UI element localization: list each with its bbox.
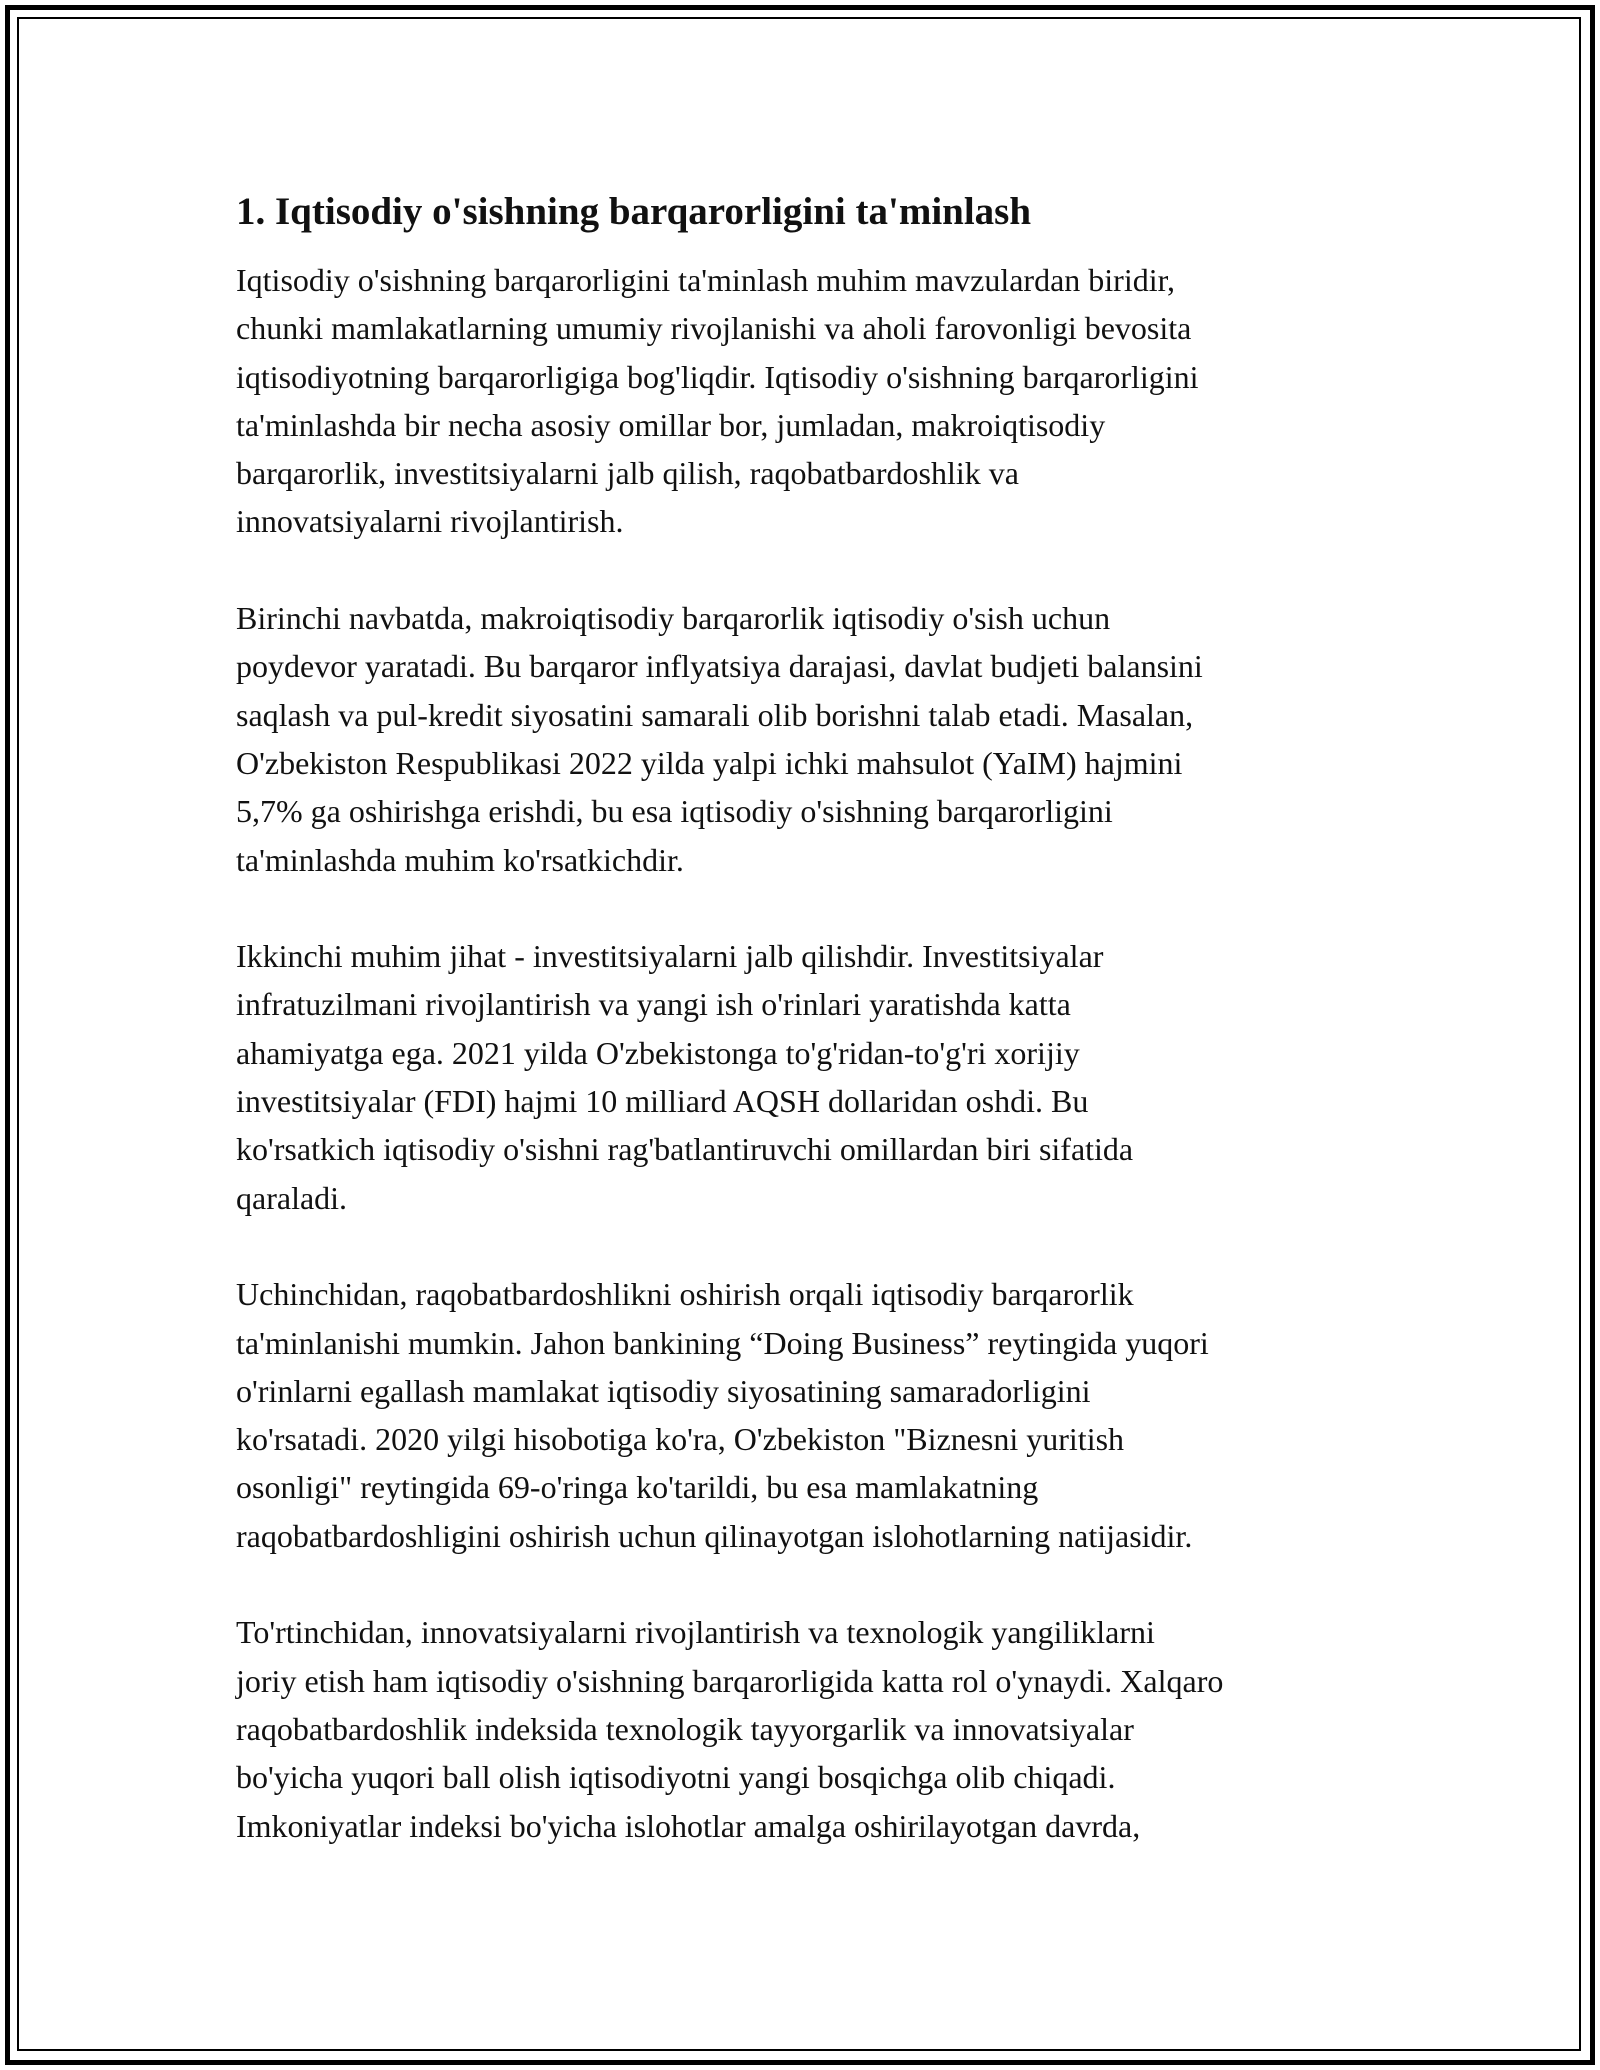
document-body	[236, 186, 1386, 1850]
paragraph-macroeconomic-stability: Birinchi navbatda, makroiqtisodiy barqarorlik iqtisodiy o'sish uchun poydevor yaratadi. Bu barqaror inflyatsiya darajasi, davlat budjeti balansini saqlash va pul-kredit siyosatini samarali olib borishni talab etadi. Masalan, O'zbekiston Respublikasi 2022 yilda yalpi ichki mahsulot (YaIM) hajmini 5,7% ga oshirishga erishdi, bu esa iqtisodiy o'sishning barqarorligini ta'minlashda muhim ko'rsatkichdir.	[236, 600, 1203, 878]
paragraph-investments: Ikkinchi muhim jihat - investitsiyalarni jalb qilishdir. Investitsiyalar infratuzilmani rivojlantirish va yangi ish o'rinlari yaratishda katta ahamiyatga ega. 2021 yilda O'zbekistonga to'g'ridan-to'g'ri xorijiy investitsiyalar (FDI) hajmi 10 milliard AQSH dollaridan oshdi. Bu ko'rsatkich iqtisodiy o'sishni rag'batlantiruvchi omillardan biri sifatida qaraladi.	[236, 938, 1134, 1216]
paragraph-intro: Iqtisodiy o'sishning barqarorligini ta'minlash muhim mavzulardan biridir, chunki mamlakatlarning umumiy rivojlanishi va aholi farovonligi bevosita iqtisodiyotning barqarorligiga bog'liqdir. Iqtisodiy o'sishning barqarorligini ta'minlashda bir necha asosiy omillar bor, jumladan, makroiqtisodiy barqarorlik, investitsiyalarni jalb qilish, raqobatbardoshlik va innovatsiyalarni rivojlantirish.	[236, 262, 1199, 540]
paragraph-innovation: To'rtinchidan, innovatsiyalarni rivojlantirish va texnologik yangiliklarni joriy etish ham iqtisodiy o'sishning barqarorligida katta rol o'ynaydi. Xalqaro raqobatbardoshlik indeksida texnologik tayyorgarlik va innovatsiyalar bo'yicha yuqori ball olish iqtisodiyotni yangi bosqichga olib chiqadi. Imkoniyatlar indeksi bo'yicha islohotlar amalga oshirilayotgan davrda,	[236, 1614, 1224, 1844]
section-heading: 1. Iqtisodiy o'sishning barqarorligini ta'minlash	[236, 190, 1032, 233]
paragraph-competitiveness: Uchinchidan, raqobatbardoshlikni oshirish orqali iqtisodiy barqarorlik ta'minlanishi mumkin. Jahon bankining “Doing Business” reytingida yuqori o'rinlarni egallash mamlakat iqtisodiy siyosatining samaradorligini ko'rsatadi. 2020 yilgi hisobotiga ko'ra, O'zbekiston "Biznesni yuritish osonligi" reytingida 69-o'ringa ko'tarildi, bu esa mamlakatning raqobatbardoshligini oshirish uchun qilinayotgan islohotlarning natijasidir.	[236, 1276, 1209, 1554]
